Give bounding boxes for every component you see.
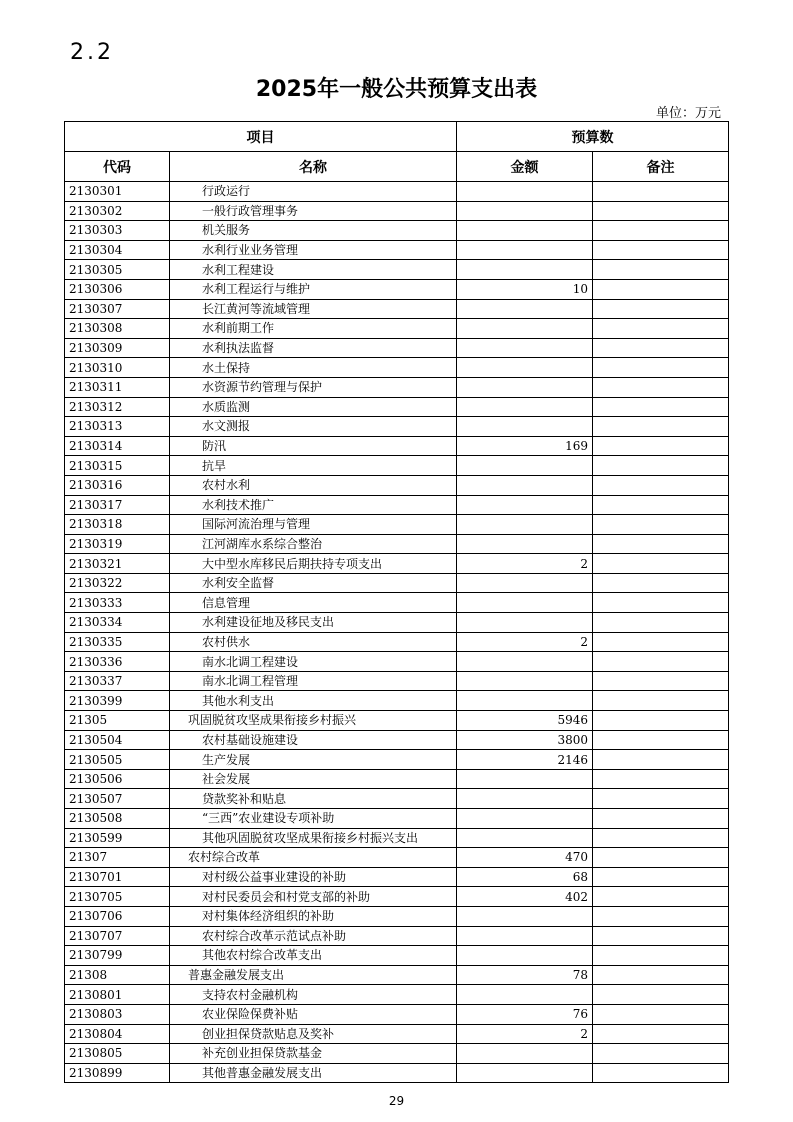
row-amount — [457, 182, 593, 202]
table-row — [65, 182, 729, 202]
row-name: 其他普惠金融发展支出 — [170, 1063, 457, 1083]
row-code: 2130307 — [65, 299, 170, 319]
row-name: 对村民委员会和村党支部的补助 — [170, 887, 457, 907]
row-code: 2130322 — [65, 573, 170, 593]
row-code: 2130701 — [65, 867, 170, 887]
table-row — [65, 671, 729, 691]
page-number: 29 — [388, 1094, 405, 1108]
table-row — [65, 750, 729, 770]
row-code: 21307 — [65, 848, 170, 868]
row-note — [593, 985, 729, 1005]
row-code: 2130705 — [65, 887, 170, 907]
table-row — [65, 730, 729, 750]
table-row — [65, 1044, 729, 1064]
table-row — [65, 906, 729, 926]
row-note — [593, 1063, 729, 1083]
row-code: 2130315 — [65, 456, 170, 476]
row-amount: 5946 — [457, 711, 593, 731]
row-code: 2130599 — [65, 828, 170, 848]
row-note — [593, 828, 729, 848]
row-name: 社会发展 — [170, 769, 457, 789]
row-amount: 2 — [457, 632, 593, 652]
row-name: 水利安全监督 — [170, 573, 457, 593]
row-note — [593, 534, 729, 554]
table-row — [65, 985, 729, 1005]
row-amount — [457, 417, 593, 437]
table-row — [65, 613, 729, 633]
row-amount — [457, 515, 593, 535]
table-row — [65, 789, 729, 809]
row-code: 2130707 — [65, 926, 170, 946]
table-row — [65, 221, 729, 241]
row-name: “三西”农业建设专项补助 — [170, 809, 457, 829]
row-note — [593, 946, 729, 966]
row-note — [593, 965, 729, 985]
row-code: 2130706 — [65, 906, 170, 926]
table-row — [65, 495, 729, 515]
row-amount — [457, 397, 593, 417]
unit-label: 单位：万元 — [655, 106, 721, 121]
row-code: 2130321 — [65, 554, 170, 574]
row-amount — [457, 201, 593, 221]
table-row — [65, 887, 729, 907]
row-note — [593, 809, 729, 829]
row-name: 江河湖库水系综合整治 — [170, 534, 457, 554]
section-number: 2.2 — [70, 40, 114, 65]
row-amount: 2 — [457, 1024, 593, 1044]
row-code: 2130336 — [65, 652, 170, 672]
table-row — [65, 377, 729, 397]
row-amount — [457, 671, 593, 691]
row-name: 农业保险保费补贴 — [170, 1004, 457, 1024]
table-row — [65, 554, 729, 574]
header-row-group — [65, 122, 729, 152]
row-amount — [457, 319, 593, 339]
row-code: 2130306 — [65, 279, 170, 299]
row-code: 2130399 — [65, 691, 170, 711]
row-note — [593, 397, 729, 417]
row-amount — [457, 985, 593, 1005]
row-amount — [457, 260, 593, 280]
row-amount — [457, 1044, 593, 1064]
row-note — [593, 338, 729, 358]
row-name: 对村集体经济组织的补助 — [170, 906, 457, 926]
table-row — [65, 867, 729, 887]
row-code: 2130316 — [65, 475, 170, 495]
row-amount — [457, 299, 593, 319]
row-code: 2130334 — [65, 613, 170, 633]
row-name: 水利工程建设 — [170, 260, 457, 280]
row-note — [593, 417, 729, 437]
table-row — [65, 1024, 729, 1044]
row-note — [593, 515, 729, 535]
row-note — [593, 299, 729, 319]
row-note — [593, 319, 729, 339]
row-note — [593, 554, 729, 574]
table-row — [65, 515, 729, 535]
row-amount — [457, 573, 593, 593]
table-row — [65, 417, 729, 437]
row-amount — [457, 593, 593, 613]
row-name: 水土保持 — [170, 358, 457, 378]
row-code: 2130302 — [65, 201, 170, 221]
row-note — [593, 730, 729, 750]
row-code: 2130301 — [65, 182, 170, 202]
row-code: 2130337 — [65, 671, 170, 691]
row-note — [593, 456, 729, 476]
row-note — [593, 848, 729, 868]
row-code: 2130335 — [65, 632, 170, 652]
table-row — [65, 475, 729, 495]
row-amount — [457, 946, 593, 966]
row-amount — [457, 534, 593, 554]
row-name: 水质监测 — [170, 397, 457, 417]
row-amount: 2146 — [457, 750, 593, 770]
row-amount — [457, 926, 593, 946]
row-name: 农村综合改革 — [170, 848, 457, 868]
header-budget: 预算数 — [457, 122, 729, 152]
row-name: 支持农村金融机构 — [170, 985, 457, 1005]
row-amount — [457, 495, 593, 515]
row-amount: 402 — [457, 887, 593, 907]
row-note — [593, 652, 729, 672]
row-name: 水利前期工作 — [170, 319, 457, 339]
row-note — [593, 279, 729, 299]
row-amount — [457, 358, 593, 378]
row-note — [593, 436, 729, 456]
row-note — [593, 613, 729, 633]
row-code: 2130333 — [65, 593, 170, 613]
table-row — [65, 240, 729, 260]
row-name: 水利执法监督 — [170, 338, 457, 358]
row-name: 水利建设征地及移民支出 — [170, 613, 457, 633]
table-row — [65, 1004, 729, 1024]
row-code: 2130899 — [65, 1063, 170, 1083]
row-note — [593, 691, 729, 711]
row-amount — [457, 769, 593, 789]
row-code: 2130314 — [65, 436, 170, 456]
row-name: 生产发展 — [170, 750, 457, 770]
row-note — [593, 671, 729, 691]
row-code: 2130803 — [65, 1004, 170, 1024]
row-amount — [457, 338, 593, 358]
row-code: 2130312 — [65, 397, 170, 417]
table-row — [65, 201, 729, 221]
row-amount — [457, 240, 593, 260]
row-note — [593, 1044, 729, 1064]
row-code: 2130319 — [65, 534, 170, 554]
row-note — [593, 906, 729, 926]
header-name: 名称 — [170, 152, 457, 182]
row-code: 2130507 — [65, 789, 170, 809]
row-note — [593, 769, 729, 789]
row-name: 水利工程运行与维护 — [170, 279, 457, 299]
row-note — [593, 260, 729, 280]
table-row — [65, 397, 729, 417]
table-row — [65, 965, 729, 985]
row-amount: 78 — [457, 965, 593, 985]
row-code: 2130799 — [65, 946, 170, 966]
row-note — [593, 711, 729, 731]
row-code: 2130311 — [65, 377, 170, 397]
row-amount: 10 — [457, 279, 593, 299]
table-row — [65, 338, 729, 358]
table-row — [65, 769, 729, 789]
row-code: 2130305 — [65, 260, 170, 280]
row-amount — [457, 475, 593, 495]
table-row — [65, 279, 729, 299]
row-name: 抗旱 — [170, 456, 457, 476]
row-note — [593, 789, 729, 809]
row-code: 2130504 — [65, 730, 170, 750]
row-note — [593, 750, 729, 770]
row-note — [593, 926, 729, 946]
row-code: 2130317 — [65, 495, 170, 515]
table-row — [65, 632, 729, 652]
table-row — [65, 358, 729, 378]
row-note — [593, 632, 729, 652]
row-amount: 3800 — [457, 730, 593, 750]
row-name: 大中型水库移民后期扶持专项支出 — [170, 554, 457, 574]
table-row — [65, 848, 729, 868]
row-name: 信息管理 — [170, 593, 457, 613]
row-code: 2130508 — [65, 809, 170, 829]
header-note: 备注 — [593, 152, 729, 182]
row-name: 一般行政管理事务 — [170, 201, 457, 221]
row-name: 水利行业业务管理 — [170, 240, 457, 260]
row-name: 创业担保贷款贴息及奖补 — [170, 1024, 457, 1044]
row-note — [593, 182, 729, 202]
row-name: 农村供水 — [170, 632, 457, 652]
header-code: 代码 — [65, 152, 170, 182]
row-amount — [457, 1063, 593, 1083]
table-row — [65, 828, 729, 848]
row-note — [593, 221, 729, 241]
row-name: 其他水利支出 — [170, 691, 457, 711]
row-code: 2130313 — [65, 417, 170, 437]
row-amount — [457, 828, 593, 848]
row-name: 贷款奖补和贴息 — [170, 789, 457, 809]
table-row — [65, 573, 729, 593]
row-amount — [457, 613, 593, 633]
row-name: 水文测报 — [170, 417, 457, 437]
row-code: 2130505 — [65, 750, 170, 770]
row-amount: 68 — [457, 867, 593, 887]
row-name: 农村基础设施建设 — [170, 730, 457, 750]
row-name: 其他巩固脱贫攻坚成果衔接乡村振兴支出 — [170, 828, 457, 848]
row-name: 巩固脱贫攻坚成果衔接乡村振兴 — [170, 711, 457, 731]
row-name: 机关服务 — [170, 221, 457, 241]
row-note — [593, 240, 729, 260]
row-name: 防汛 — [170, 436, 457, 456]
row-code: 2130318 — [65, 515, 170, 535]
row-name: 对村级公益事业建设的补助 — [170, 867, 457, 887]
row-name: 国际河流治理与管理 — [170, 515, 457, 535]
table-row — [65, 436, 729, 456]
row-code: 2130804 — [65, 1024, 170, 1044]
row-name: 南水北调工程建设 — [170, 652, 457, 672]
row-code: 2130304 — [65, 240, 170, 260]
row-note — [593, 495, 729, 515]
row-note — [593, 887, 729, 907]
table-row — [65, 711, 729, 731]
table-row — [65, 691, 729, 711]
row-amount: 76 — [457, 1004, 593, 1024]
row-name: 普惠金融发展支出 — [170, 965, 457, 985]
row-note — [593, 201, 729, 221]
row-amount — [457, 691, 593, 711]
row-note — [593, 573, 729, 593]
row-name: 农村综合改革示范试点补助 — [170, 926, 457, 946]
row-note — [593, 358, 729, 378]
table-row — [65, 593, 729, 613]
row-amount — [457, 906, 593, 926]
row-amount — [457, 789, 593, 809]
row-amount — [457, 456, 593, 476]
row-name: 农村水利 — [170, 475, 457, 495]
row-code: 2130801 — [65, 985, 170, 1005]
table-body — [65, 182, 729, 1083]
row-note — [593, 377, 729, 397]
row-name: 水资源节约管理与保护 — [170, 377, 457, 397]
table-row — [65, 534, 729, 554]
row-code: 21308 — [65, 965, 170, 985]
row-code: 2130805 — [65, 1044, 170, 1064]
row-name: 行政运行 — [170, 182, 457, 202]
row-code: 2130309 — [65, 338, 170, 358]
header-amount: 金额 — [457, 152, 593, 182]
header-item: 项目 — [65, 122, 457, 152]
row-note — [593, 593, 729, 613]
table-row — [65, 456, 729, 476]
budget-table — [64, 121, 729, 1083]
table-row — [65, 652, 729, 672]
row-name: 补充创业担保贷款基金 — [170, 1044, 457, 1064]
row-amount — [457, 809, 593, 829]
row-note — [593, 867, 729, 887]
table-row — [65, 299, 729, 319]
row-code: 2130308 — [65, 319, 170, 339]
row-amount: 2 — [457, 554, 593, 574]
row-code: 2130506 — [65, 769, 170, 789]
header-row-columns — [65, 152, 729, 182]
row-code: 21305 — [65, 711, 170, 731]
row-code: 2130303 — [65, 221, 170, 241]
table-row — [65, 946, 729, 966]
row-note — [593, 1004, 729, 1024]
row-amount: 169 — [457, 436, 593, 456]
table-row — [65, 260, 729, 280]
row-amount — [457, 377, 593, 397]
table-row — [65, 1063, 729, 1083]
row-amount: 470 — [457, 848, 593, 868]
row-amount — [457, 652, 593, 672]
row-amount — [457, 221, 593, 241]
row-name: 长江黄河等流域管理 — [170, 299, 457, 319]
row-name: 水利技术推广 — [170, 495, 457, 515]
row-code: 2130310 — [65, 358, 170, 378]
table-row — [65, 809, 729, 829]
row-note — [593, 475, 729, 495]
page-title: 2025年一般公共预算支出表 — [255, 77, 538, 102]
row-name: 南水北调工程管理 — [170, 671, 457, 691]
table-row — [65, 926, 729, 946]
row-note — [593, 1024, 729, 1044]
table-row — [65, 319, 729, 339]
row-name: 其他农村综合改革支出 — [170, 946, 457, 966]
